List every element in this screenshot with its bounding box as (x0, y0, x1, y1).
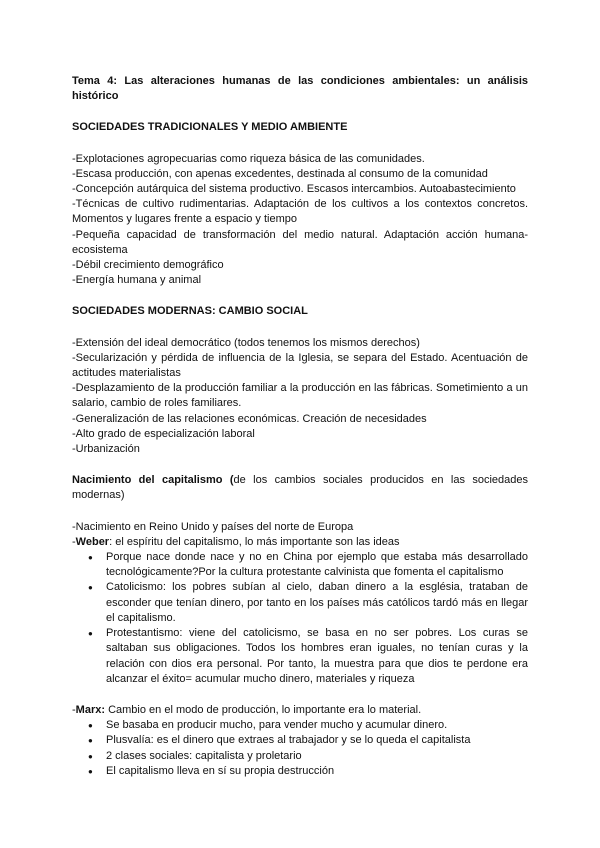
section-modern-list (72, 336, 528, 458)
bullet-item: ● 2 clases sociales: capitalista y proletario (106, 749, 528, 764)
marx-text: Cambio en el modo de producción, lo importante era lo material. (105, 703, 422, 716)
document-page (72, 74, 528, 779)
weber-line (72, 535, 528, 550)
section-heading-traditional: SOCIEDADES TRADICIONALES Y MEDIO AMBIENTE (72, 121, 348, 134)
list-item: -Escasa producción, con apenas excedentes, destinada al consumo de la comunidad (72, 167, 488, 180)
list-item: -Concepción autárquica del sistema productivo. Escasos intercambios. Autoabastecimiento (72, 183, 516, 196)
marx-dash: - (72, 703, 76, 716)
marx-bullet-list (72, 718, 528, 779)
bullet-item: ● Plusvalía: es el dinero que extraes al trabajador y se lo queda el capitalista (106, 733, 528, 748)
marx-line (72, 703, 528, 718)
bullet-item: ● Se basaba en producir mucho, para vender mucho y acumular dinero. (106, 718, 528, 733)
list-item: -Secularización y pérdida de influencia de la Iglesia, se separa del Estado. Acentuación de actitudes materialistas (72, 351, 528, 380)
list-item: -Débil crecimiento demográfico (72, 259, 224, 272)
section-marx (72, 703, 528, 779)
list-item: -Desplazamiento de la producción familiar a la producción en las fábricas. Sometimiento a un salario, cambio de roles familiares. (72, 382, 528, 410)
list-item: -Explotaciones agropecuarias como riqueza básica de las comunidades. (72, 152, 425, 165)
list-item: -Generalización de las relaciones económicas. Creación de necesidades (72, 412, 427, 425)
document-title: Tema 4: Las alteraciones humanas de las condiciones ambientales: un análisis histórico (72, 75, 528, 103)
list-item: -Nacimiento en Reino Unido y países del norte de Europa (72, 520, 354, 533)
bullet-item: ● Protestantismo: viene del catolicismo, se basa en no ser pobres. Los curas se saltaban sus obligaciones. Todos los hombres eran iguales, no tenían curas y la relación con dios era personal. Por tanto, la muestra para que dios te perdone era alcanzar el éxito= acumular mucho dinero, materiales y riqueza (106, 626, 528, 687)
list-item: -Técnicas de cultivo rudimentarias. Adaptación de los cultivos a los contextos concretos. Momentos y lugares frente a espacio y tiempo (72, 198, 528, 226)
section-heading-modern: SOCIEDADES MODERNAS: CAMBIO SOCIAL (72, 305, 308, 318)
list-item: -Energía humana y animal (72, 274, 202, 287)
weber-bullet-list (72, 550, 528, 687)
capitalism-heading-rest: de los cambios sociales producidos en las sociedades modernas) (72, 474, 528, 502)
section-traditional-list (72, 152, 528, 289)
capitalism-heading-bold: Nacimiento del capitalismo ( (72, 474, 234, 487)
section-capitalism (72, 520, 528, 687)
list-item: -Extensión del ideal democrático (todos tenemos los mismos derechos) (72, 336, 420, 349)
weber-name: Weber (75, 535, 110, 548)
list-item: -Pequeña capacidad de transformación del medio natural. Adaptación acción humana-ecosistema (72, 228, 528, 256)
list-item: -Urbanización (72, 443, 140, 456)
weber-text: : el espíritu del capitalismo, lo más importante son las ideas (109, 535, 400, 548)
weber-dash: - (72, 535, 76, 548)
bullet-item: ● Porque nace donde nace y no en China por ejemplo que estaba más desarrollado tecnológicamente?Por la cultura protestante calvinista que fomenta el capitalismo (106, 550, 528, 580)
list-item: -Alto grado de especialización laboral (72, 427, 255, 440)
section-heading-capitalism (72, 473, 528, 503)
bullet-item: ● El capitalismo lleva en sí su propia destrucción (106, 764, 528, 779)
marx-name: Marx: (75, 703, 106, 716)
bullet-item: ● Catolicismo: los pobres subían al cielo, daban dinero a la església, trataban de esconder que tenían dinero, por tanto en los países más católicos tardó más en llegar el capitalismo. (106, 580, 528, 626)
